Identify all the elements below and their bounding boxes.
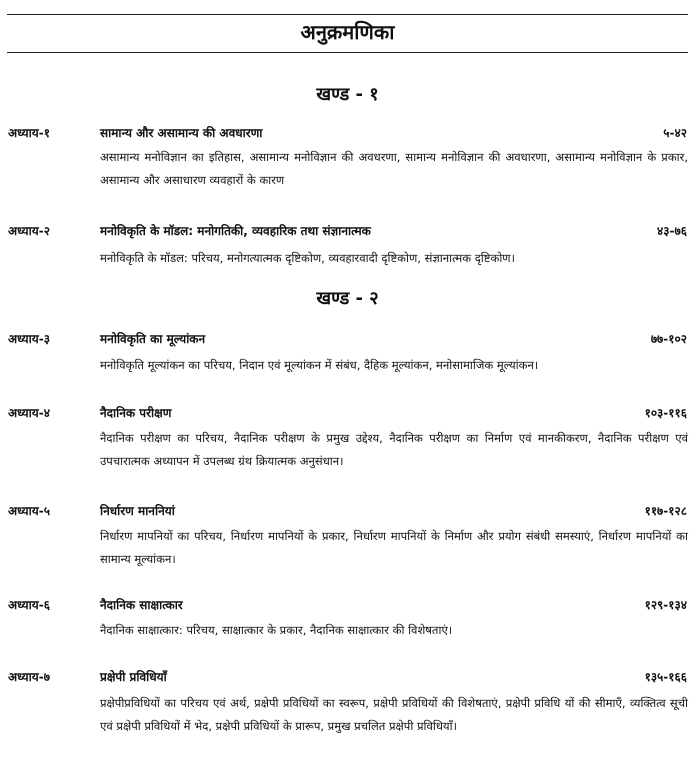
title-underline bbox=[7, 52, 688, 53]
section-heading-2: खण्ड - २ bbox=[316, 288, 379, 309]
chapter-pages: १०३-११६ bbox=[644, 406, 687, 420]
chapter-number: अध्याय-६ bbox=[8, 598, 50, 612]
chapter-title: प्रक्षेपी प्रविधियाँ bbox=[100, 670, 167, 684]
chapter-description: मनोविकृति के मॉडल: परिचय, मनोगत्यात्मक दृष्टिकोण, व्यवहारवादी दृष्टिकोण, संज्ञानात्मक दृष्टिकोण। bbox=[100, 251, 515, 265]
chapter-number: अध्याय-५ bbox=[8, 504, 50, 518]
chapter-number: अध्याय-१ bbox=[8, 126, 50, 140]
page-title: अनुक्रमणिका bbox=[300, 20, 395, 44]
chapter-title: मनोविकृति के मॉडल: मनोगतिकी, व्यवहारिक तथा संज्ञानात्मक bbox=[100, 224, 371, 238]
chapter-title: निर्धारण माननियां bbox=[100, 504, 175, 518]
chapter-title: मनोविकृति का मूल्यांकन bbox=[100, 332, 206, 346]
chapter-pages: १३५-१६६ bbox=[644, 670, 687, 684]
chapter-pages: ४३-७६ bbox=[657, 224, 687, 238]
chapter-description: प्रक्षेपीप्रविधियों का परिचय एवं अर्थ, प्रक्षेपी प्रविधियों का स्वरूप, प्रक्षेपी प्रविधियों की विशेषताएं, प्रक्षेपी प्रविधि यों की सीमाएँ, व्यक्तित्व सूची एवं प्रक्षेपी प्रविधियों में भेद, प्रक्षेपी प्रविधियों के प्रारूप, प्रमुख प्रचलित प्रक्षेपी प्रविधियाँ। bbox=[100, 696, 688, 733]
chapter-description: नैदानिक साक्षात्कार: परिचय, साक्षात्कार के प्रकार, नैदानिक साक्षात्कार की विशेषताएं। bbox=[100, 623, 453, 637]
chapter-number: अध्याय-३ bbox=[8, 332, 50, 346]
chapter-pages: ५-४२ bbox=[663, 126, 687, 140]
chapter-pages: १२९-१३४ bbox=[644, 598, 687, 612]
chapter-number: अध्याय-४ bbox=[8, 406, 50, 420]
chapter-description: नैदानिक परीक्षण का परिचय, नैदानिक परीक्षण के प्रमुख उद्देश्य, नैदानिक परीक्षण का निर्माण एवं मानकीकरण, नैदानिक परीक्षण एवं उपचारात्मक अध्यापन में उपलब्ध ग्रंथ क्रियात्मक अनुसंधान। bbox=[100, 431, 688, 468]
chapter-pages: ७७-१०२ bbox=[650, 332, 687, 346]
chapter-title: नैदानिक परीक्षण bbox=[100, 406, 172, 420]
section-heading-1: खण्ड - १ bbox=[316, 84, 379, 105]
top-rule bbox=[7, 14, 688, 15]
chapter-number: अध्याय-२ bbox=[8, 224, 50, 238]
chapter-pages: ११७-१२८ bbox=[644, 504, 687, 518]
chapter-description: असामान्य मनोविज्ञान का इतिहास, असामान्य मनोविज्ञान की अवधरणा, सामान्य मनोविज्ञान की अवधारणा, असामान्य मनोविज्ञान के प्रकार, असामान्य और असाधारण व्यवहारों के कारण bbox=[100, 150, 688, 187]
chapter-title: नैदानिक साक्षात्कार bbox=[100, 598, 183, 612]
chapter-number: अध्याय-७ bbox=[8, 670, 50, 684]
chapter-description: मनोविकृति मूल्यांकन का परिचय, निदान एवं मूल्यांकन में संबंध, दैहिक मूल्यांकन, मनोसामाजिक मूल्यांकन। bbox=[100, 358, 539, 372]
chapter-title: सामान्य और असामान्य की अवधारणा bbox=[100, 126, 263, 140]
chapter-description: निर्धारण मापनियों का परिचय, निर्धारण मापनियों के प्रकार, निर्धारण मापनियों के निर्माण और प्रयोग संबंधी समस्याएं, निर्धारण मापनियों का सामान्य मूल्यांकन। bbox=[100, 529, 688, 566]
